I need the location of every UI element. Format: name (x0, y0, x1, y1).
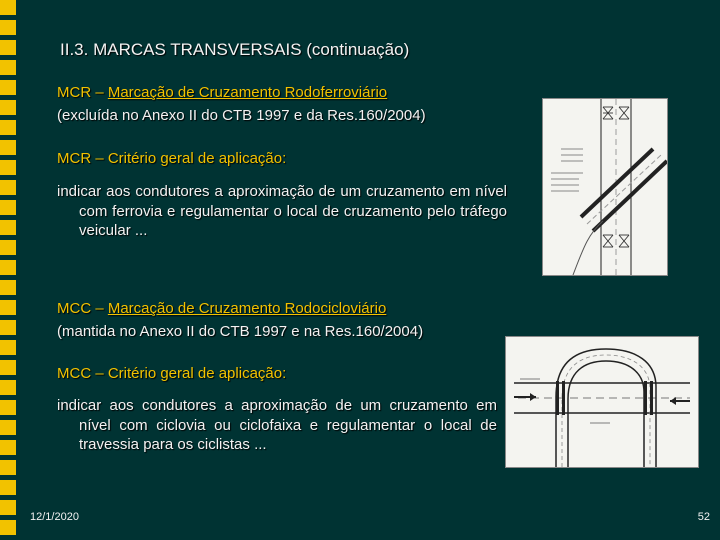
slide-title: II.3. MARCAS TRANSVERSAIS (continuação) (60, 40, 410, 59)
mcc-heading-prefix: MCC – (57, 300, 108, 317)
mcr-heading-prefix: MCR – (57, 84, 108, 101)
mcc-criteria-title: MCC – Critério geral de aplicação: (57, 365, 287, 382)
bicycle-crossing-diagram (505, 336, 699, 468)
mcc-heading-main: Marcação de Cruzamento Rodocicloviário (107, 300, 387, 317)
mcr-note: (excluída no Anexo II do CTB 1997 e da Res.160/2004) (57, 107, 426, 124)
decorative-stripe (0, 0, 16, 540)
footer-page-number: 52 (697, 511, 710, 523)
footer-date: 12/1/2020 (30, 511, 79, 523)
mcr-heading-main: Marcação de Cruzamento Rodoferroviário (107, 84, 388, 101)
mcr-criteria-title: MCR – Critério geral de aplicação: (57, 150, 287, 167)
mcr-heading (57, 83, 517, 103)
mcc-heading (57, 299, 507, 319)
mcc-note: (mantida no Anexo II do CTB 1997 e na Res.160/2004) (57, 323, 424, 340)
mcr-criteria-body: indicar aos condutores a aproximação de um cruzamento em nível com ferrovia e regulamentar o local de cruzamento pelo tráfego veicular ... (57, 183, 507, 239)
bicycle-crossing-drawing (506, 337, 698, 467)
railroad-crossing-drawing (543, 99, 667, 275)
mcc-criteria-body: indicar aos condutores a aproximação de um cruzamento em nível com ciclovia ou ciclofaixa e regulamentar o local de travessia para os ciclistas ... (57, 397, 497, 453)
railroad-crossing-diagram (542, 98, 668, 276)
